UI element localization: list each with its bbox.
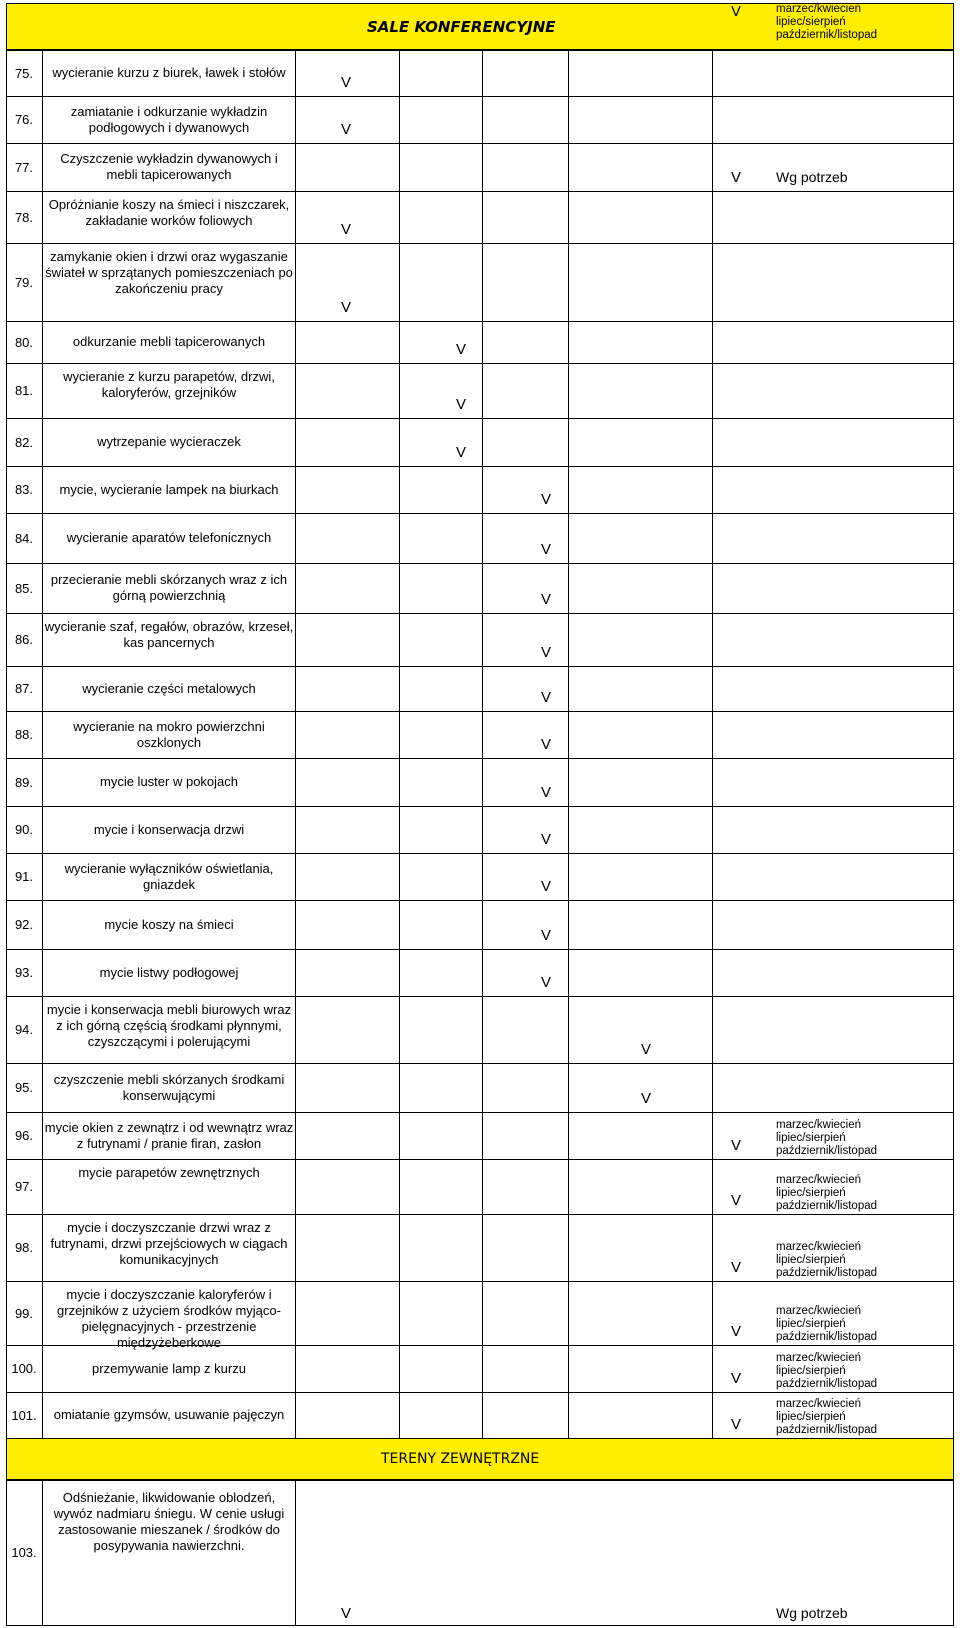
grid-line-vertical (953, 50, 954, 1438)
task-description: mycie i konserwacja mebli biurowych wraz z ich górną częścią środkami płynnymi, czyszczącymi i polerującymi (46, 1002, 292, 1049)
row-number: 75. (14, 65, 34, 81)
season-label: marzec/kwiecień (776, 1305, 861, 1317)
grid-line-vertical (482, 50, 483, 1438)
frequency-mark: V (540, 831, 551, 848)
season-label: marzec/kwiecień (776, 1398, 861, 1410)
frequency-mark: V (540, 784, 551, 801)
row-number: 77. (14, 159, 34, 175)
frequency-mark: V (540, 541, 551, 558)
row-number: 89. (14, 774, 34, 790)
task-description: czyszczenie mebli skórzanych środkami konserwującymi (53, 1071, 285, 1103)
row-number: 84. (14, 530, 34, 546)
season-label: lipiec/sierpień (776, 1365, 846, 1377)
row-number: 79. (14, 274, 34, 290)
season-label: lipiec/sierpień (776, 1132, 846, 1144)
row-number: 88. (14, 727, 34, 742)
row-number: 103. (11, 1545, 37, 1560)
season-schedule (776, 1352, 877, 1391)
frequency-mark: V (730, 1192, 741, 1209)
task-description: zamiatanie i odkurzanie wykładzin podłogowych i dywanowych (70, 103, 268, 135)
row-number: 95. (14, 1080, 34, 1095)
grid-line-vertical (712, 50, 713, 1438)
frequency-mark: V (730, 1259, 741, 1276)
frequency-mark: V (455, 444, 466, 461)
frequency-mark: V (455, 396, 466, 413)
season-schedule (776, 1119, 877, 1158)
task-description: wycieranie części metalowych (82, 680, 256, 696)
frequency-note: Wg potrzeb (776, 1605, 848, 1621)
row-number: 81. (14, 383, 34, 398)
frequency-mark: V (340, 1605, 351, 1622)
season-label: lipiec/sierpień (776, 1254, 846, 1266)
row-number: 100. (11, 1361, 37, 1376)
frequency-mark: V (730, 1370, 741, 1387)
grid-line-horizontal (6, 1625, 954, 1626)
row-number: 82. (14, 434, 34, 450)
row-number: 76. (14, 112, 34, 127)
task-description: wycieranie szaf, regałów, obrazów, krzeseł, kas pancernych (44, 619, 294, 650)
season-label: marzec/kwiecień (776, 1241, 861, 1253)
frequency-mark: V (340, 121, 351, 138)
season-label: październik/listopad (776, 1424, 878, 1436)
season-label: marzec/kwiecień (776, 1119, 861, 1131)
task-description: wycieranie wyłączników oświetlania, gniazdek (64, 860, 274, 892)
frequency-mark: V (730, 3, 741, 20)
task-description: mycie okien z zewnątrz i od wewnątrz wraz z futrynami / pranie firan, zasłon (44, 1119, 294, 1151)
season-label: lipiec/sierpień (776, 1318, 846, 1330)
grid-line-vertical (568, 50, 569, 1438)
task-description: zamykanie okien i drzwi oraz wygaszanie świateł w sprzątanych pomieszczeniach po zakończeniu pracy (45, 249, 293, 296)
frequency-mark: V (540, 974, 551, 991)
row-number: 94. (14, 1022, 34, 1037)
task-description: mycie luster w pokojach (100, 774, 238, 789)
season-label: lipiec/sierpień (776, 16, 846, 28)
task-description: wycieranie na mokro powierzchni oszklonych (73, 718, 265, 750)
row-number: 87. (14, 681, 34, 696)
task-description: przemywanie lamp z kurzu (92, 1360, 246, 1376)
season-label: październik/listopad (776, 1145, 878, 1157)
grid-line-vertical (295, 50, 296, 1438)
row-number: 83. (14, 482, 34, 497)
frequency-mark: V (540, 736, 551, 753)
row-number: 85. (14, 580, 34, 596)
task-description: mycie i doczyszczanie kaloryferów i grzejników z użyciem środków myjąco-pielęgnacyjnych - przestrzenie międzyżeberkowe (57, 1287, 281, 1350)
task-description: mycie, wycieranie lampek na biurkach (59, 481, 279, 497)
season-label: marzec/kwiecień (776, 1174, 861, 1186)
season-label: marzec/kwiecień (776, 1352, 861, 1364)
season-label: październik/listopad (776, 1331, 878, 1343)
task-description: mycie koszy na śmieci (104, 916, 234, 932)
season-label: październik/listopad (776, 29, 878, 41)
task-description: mycie listwy podłogowej (99, 964, 239, 980)
section-title: SALE KONFERENCYJNE (367, 17, 556, 36)
frequency-mark: V (640, 1041, 651, 1058)
row-number: 98. (14, 1240, 34, 1255)
task-description: omiatanie gzymsów, usuwanie pajęczyn (53, 1407, 285, 1422)
task-description: wycieranie aparatów telefonicznych (66, 530, 272, 545)
season-schedule (776, 1241, 877, 1280)
season-label: lipiec/sierpień (776, 1187, 846, 1199)
row-number: 97. (14, 1179, 34, 1194)
season-schedule (776, 3, 877, 42)
season-label: marzec/kwiecień (776, 3, 861, 15)
season-schedule (776, 1174, 877, 1213)
frequency-mark: V (540, 644, 551, 661)
task-description: Odśnieżanie, likwidowanie oblodzeń, wywóz nadmiaru śniegu. W cenie usługi zastosowanie mieszanek / środków do posypywania nawierzchni. (53, 1490, 285, 1553)
frequency-mark: V (540, 927, 551, 944)
task-description: mycie i konserwacja drzwi (93, 821, 245, 837)
row-number: 91. (14, 869, 34, 884)
season-label: lipiec/sierpień (776, 1411, 846, 1423)
task-description: wytrzepanie wycieraczek (97, 434, 241, 449)
row-number: 90. (14, 822, 34, 837)
season-schedule (776, 1305, 877, 1344)
frequency-mark: V (730, 1137, 741, 1154)
row-number: 101. (11, 1407, 37, 1423)
row-number: 80. (14, 334, 34, 350)
frequency-mark: V (540, 689, 551, 706)
season-label: październik/listopad (776, 1200, 878, 1212)
frequency-mark: V (340, 74, 351, 91)
season-label: październik/listopad (776, 1378, 878, 1390)
frequency-mark: V (455, 341, 466, 358)
frequency-mark: V (640, 1090, 651, 1107)
row-number: 99. (14, 1305, 34, 1321)
section-title: TERENY ZEWNĘTRZNE (381, 1451, 540, 1467)
row-number: 96. (14, 1128, 34, 1143)
season-label: październik/listopad (776, 1267, 878, 1279)
frequency-mark: V (540, 491, 551, 508)
frequency-mark: V (540, 878, 551, 895)
task-description: wycieranie z kurzu parapetów, drzwi, kaloryferów, grzejników (63, 369, 275, 400)
frequency-mark: V (730, 169, 741, 186)
grid-line-vertical (953, 1480, 954, 1625)
frequency-mark: V (730, 1323, 741, 1340)
frequency-mark: V (340, 221, 351, 238)
grid-line-vertical (399, 50, 400, 1438)
cleaning-schedule-sheet (6, 3, 954, 1626)
row-number: 92. (14, 917, 34, 932)
task-description: mycie parapetów zewnętrznych (78, 1165, 260, 1180)
task-description: przecieranie mebli skórzanych wraz z ich górną powierzchnią (50, 572, 288, 603)
task-description: wycieranie kurzu z biurek, ławek i stołów (52, 65, 286, 80)
row-number: 93. (14, 965, 34, 980)
task-description: odkurzanie mebli tapicerowanych (72, 334, 266, 349)
task-description: Czyszczenie wykładzin dywanowych i mebli tapicerowanych (60, 151, 278, 182)
row-number: 86. (14, 632, 34, 647)
frequency-note: Wg potrzeb (776, 169, 848, 185)
frequency-mark: V (540, 591, 551, 608)
section-header-outdoor (6, 1438, 954, 1480)
frequency-mark: V (730, 1416, 741, 1433)
task-description: mycie i doczyszczanie drzwi wraz z futrynami, drzwi przejściowych w ciągach komunikacyjnych (50, 1220, 288, 1267)
frequency-mark: V (340, 299, 351, 316)
row-number: 78. (14, 209, 34, 225)
task-description: Opróżnianie koszy na śmieci i niszczarek, zakładanie worków foliowych (48, 197, 290, 228)
grid-line-vertical (295, 1480, 296, 1625)
season-schedule (776, 1398, 877, 1437)
